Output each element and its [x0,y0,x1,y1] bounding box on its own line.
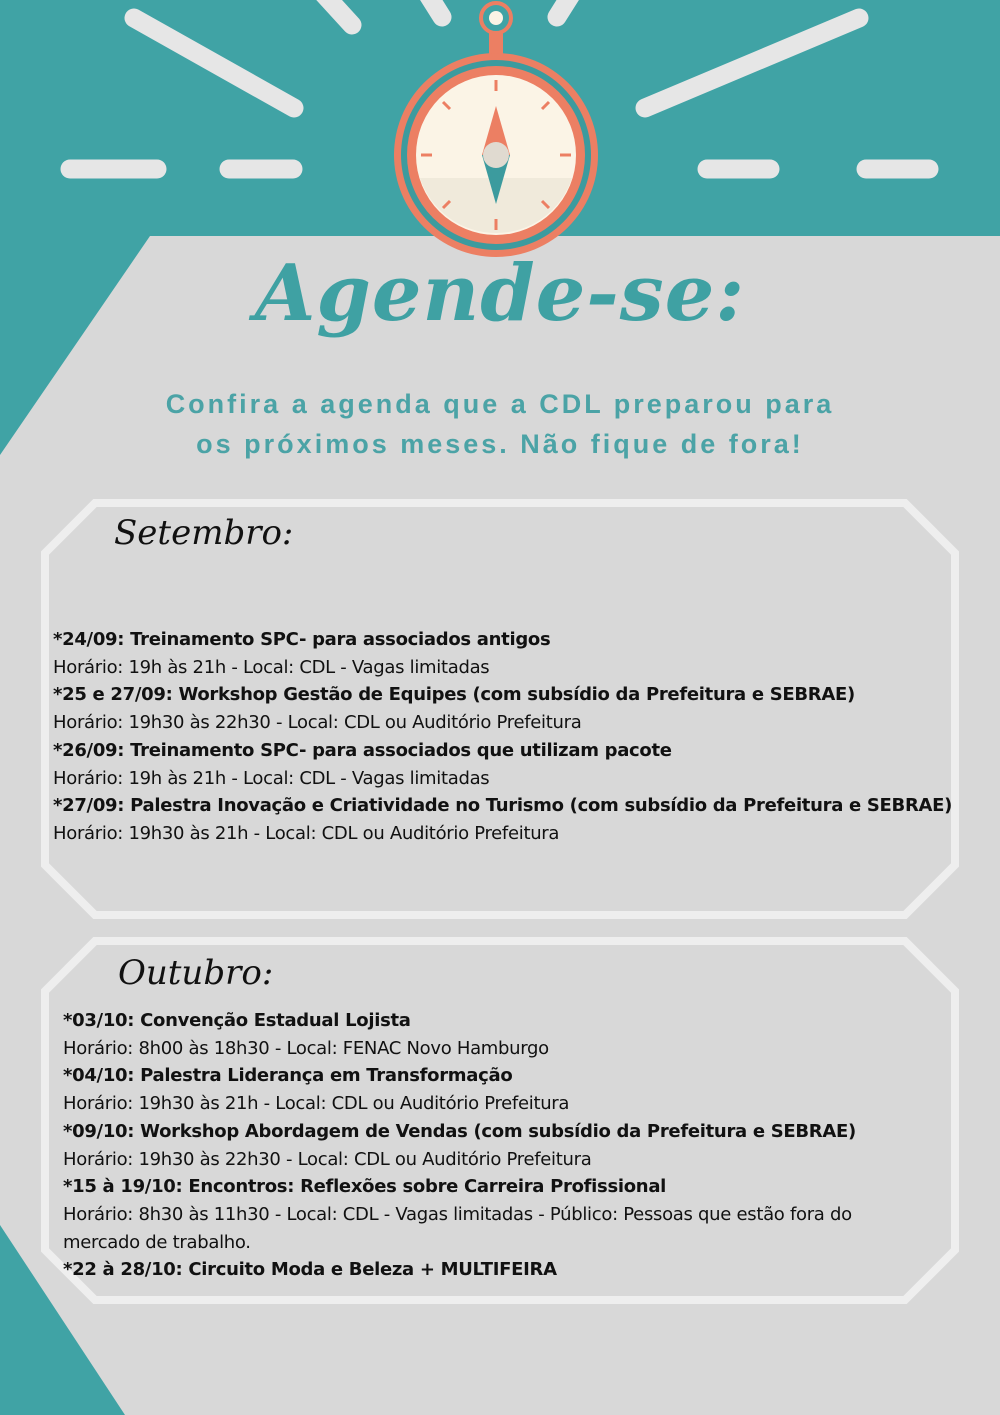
subtitle-line-1: Confira a agenda que a CDL preparou para [165,389,835,419]
outubro-heading: Outubro: [118,953,274,993]
subtitle-line-2: os próximos meses. Não fique de fora! [196,429,804,459]
event-item [63,1007,883,1062]
page-title: Agende-se: [254,248,746,339]
event-title: *24/09: Treinamento SPC- para associados antigos [53,629,551,650]
event-title: *15 à 19/10: Encontros: Reflexões sobre Carreira Profissional [63,1176,667,1198]
event-title: *09/10: Workshop Abordagem de Vendas (com subsídio da Prefeitura e SEBRAE) [63,1120,856,1142]
outubro-event-list [63,1007,883,1284]
subtitle [100,384,900,464]
event-item [63,1062,883,1117]
event-title: *22 à 28/10: Circuito Moda e Beleza + MULTIFEIRA [63,1259,557,1281]
event-item [63,1118,883,1173]
event-item [53,681,953,736]
event-title: *25 e 27/09: Workshop Gestão de Equipes (com subsídio da Prefeitura e SEBRAE) [53,684,855,706]
event-title: *26/09: Treinamento SPC- para associados que utilizam pacote [53,739,672,761]
event-title: *27/09: Palestra Inovação e Criatividade no Turismo (com subsídio da Prefeitura e SEBRAE) [53,795,953,817]
event-detail: Horário: 19h às 21h - Local: CDL - Vagas limitadas [53,767,490,789]
event-item [63,1256,883,1284]
event-title: *04/10: Palestra Liderança em Transformação [63,1065,513,1087]
event-detail: Horário: 19h30 às 21h - Local: CDL ou Auditório Prefeitura [63,1093,570,1115]
setembro-event-list [53,626,953,848]
event-detail: Horário: 19h30 às 22h30 - Local: CDL ou Auditório Prefeitura [53,712,582,734]
event-item [53,792,953,847]
event-title: *03/10: Convenção Estadual Lojista [63,1010,411,1031]
event-item [63,1173,883,1256]
event-detail: Horário: 19h30 às 22h30 - Local: CDL ou Auditório Prefeitura [63,1148,592,1170]
event-detail: Horário: 19h às 21h - Local: CDL - Vagas limitadas [53,656,490,678]
event-detail: Horário: 8h30 às 11h30 - Local: CDL - Vagas limitadas - Público: Pessoas que estão fora do mercado de trabalho. [63,1203,852,1253]
event-detail: Horário: 8h00 às 18h30 - Local: FENAC Novo Hamburgo [63,1037,549,1059]
event-item [53,737,953,792]
setembro-heading: Setembro: [114,513,294,553]
event-item [53,626,953,681]
event-detail: Horário: 19h30 às 21h - Local: CDL ou Auditório Prefeitura [53,822,560,844]
